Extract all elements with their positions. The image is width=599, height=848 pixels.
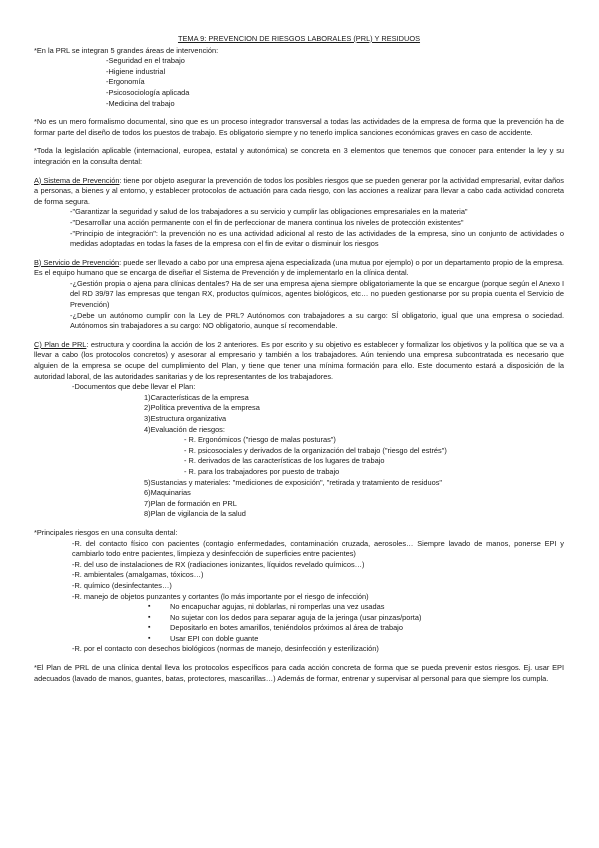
section-a-paragraph — [34, 176, 564, 208]
plan-documents-heading: -Documentos que debe llevar el Plan: — [72, 382, 196, 392]
bullet-item: ▪ Usar EPI con doble guante — [144, 634, 564, 645]
sharp-objects-list — [34, 602, 564, 644]
risk-item: -R. del uso de instalaciones de RX (radiaciones ionizantes, líquidos revelado químicos…) — [72, 559, 365, 569]
bullet-item: ▪ No encapuchar agujas, ni doblarlas, ni romperlas una vez usadas — [144, 602, 564, 613]
document-title: TEMA 9: PREVENCION DE RIESGOS LABORALES (PRL) Y RESIDUOS — [177, 34, 421, 43]
plan-document-item: 8)Plan de vigilancia de la salud — [144, 509, 246, 519]
bullet-item: ▪ No sujetar con los dedos para separar aguja de la jeringa (usar pinzas/porta) — [144, 613, 564, 624]
section-b-paragraph — [34, 258, 564, 279]
bullet-item: ▪ Depositarlo en botes amarillos, teniéndolos próximos al área de trabajo — [144, 623, 564, 634]
plan-document-item: 7)Plan de formación en PRL — [144, 498, 237, 508]
area-item: -Ergonomía — [106, 77, 145, 87]
formalismo-paragraph: *No es un mero formalismo documental, sino que es un proceso integrador transversal a todas las actividades de la empresa de forma que la prevención ha de formar parte del diseño de todos los puestos de trabajo. Es obligatorio siempre y no tenerlo implica sanciones económicas graves en caso de accidente. — [34, 117, 564, 137]
risk-item: -R. del contacto físico con pacientes (contagio enfermedades, contaminación cruzada, aerosoles… Siempre lavado de manos, ponerse EPI y cambiarlo todo entre pacientes, limpieza y desinfección de superficies entre pacientes) — [72, 538, 564, 559]
section-a-point: -"Principio de integración": la prevención no es una actividad adicional al resto de las actividades de la empresa, sino un conjunto de actividades o medidas adoptadas en todas la fases de la empresa con el fin de evitar o disminuir los riesgos — [70, 228, 564, 249]
risk-item: -R. ambientales (amalgamas, tóxicos…) — [72, 570, 204, 580]
risk-evaluation-item: - R. Ergonómicos ("riesgo de malas posturas") — [184, 435, 336, 445]
plan-document-item: 4)Evaluación de riesgos: — [144, 424, 225, 434]
risk-evaluation-item: - R. derivados de las características de los lugares de trabajo — [184, 456, 385, 466]
area-item: -Medicina del trabajo — [106, 98, 175, 108]
section-c-paragraph — [34, 340, 564, 382]
plan-document-item: 2)Política preventiva de la empresa — [144, 403, 260, 413]
final-paragraph: *El Plan de PRL de una clínica dental lleva los protocolos específicos para cada acción concreta de forma que se pueda prevenir estos riesgos. Ej. usar EPI adecuados (lavado de manos, guantes, batas, protectores, mascarillas…) Además de formar, entrenar y supervisar al personal para que siempre los cumpla. — [34, 663, 564, 683]
plan-document-item: 3)Estructura organizativa — [144, 414, 227, 423]
plan-document-item: 1)Características de la empresa — [144, 392, 249, 402]
section-a-heading: A) Sistema de Prevención — [34, 175, 120, 185]
legislacion-paragraph: *Toda la legislación aplicable (internacional, europea, estatal y autonómica) se concreta en 3 elementos que tenemos que conocer para entender la ley y su integración en la consulta dental: — [34, 146, 564, 166]
area-item: -Higiene industrial — [106, 66, 166, 76]
section-a-point: -"Desarrollar una acción permanente con el fin de perfeccionar de manera continua los niveles de protección existentes" — [70, 217, 464, 227]
section-b-text: : puede ser llevado a cabo por una empresa ajena especializada (una mutua por ejemplo) o por un departamento propio de la empresa. Es el equipo humano que se encarga de diseñar el Sistema de Prevención y de implementarlo en la clínica dental. — [34, 257, 564, 278]
risks-heading: *Principales riesgos en una consulta dental: — [34, 527, 178, 537]
section-b-point: -¿Gestión propia o ajena para clínicas dentales? Ha de ser una empresa ajena siempre obligatoriamente la que se encargue (porque según el Anexo I del RD 39/97 las empresas que tengan RX, productos químicos, agentes biológicos, etc… no pueden gestionarse por su propia cuenta el Servicio de Prevención) — [70, 278, 564, 310]
section-b-point: -¿Debe un autónomo cumplir con la Ley de PRL? Autónomos con trabajadores a su cargo: SÍ obligatorio, igual que una empresa o sociedad. Autónomos sin trabajadores a su cargo: NO obligatorio, aunque sí recomendable. — [70, 310, 564, 331]
risk-item: -R. químico (desinfectantes…) — [72, 580, 172, 590]
areas-list — [34, 56, 564, 109]
intro-text: *En la PRL se integran 5 grandes áreas de intervención: — [34, 45, 219, 55]
section-a-text: : tiene por objeto asegurar la prevención de todos los posibles riesgos que se pueden generar por la actividad empresarial, evitar daños a personas, a bienes y al entorno, y establecer protocolos de actuación para cada riesgo, con las acciones a realizar para llevar a cabo cada actividad concreta de forma segura. — [34, 175, 564, 206]
section-a-point: -"Garantizar la seguridad y salud de los trabajadores a su servicio y cumplir las obligaciones empresariales en la materia" — [70, 207, 468, 217]
section-c-heading: C) Plan de PRL — [34, 339, 87, 349]
risk-item: -R. manejo de objetos punzantes y cortantes (lo más importante por el riesgo de infección) — [72, 591, 369, 601]
section-b-heading: B) Servicio de Prevención — [34, 257, 120, 267]
risk-evaluation-item: - R. psicosociales y derivados de la organización del trabajo ("riesgo del estrés") — [184, 445, 447, 455]
section-c-text: : estructura y coordina la acción de los 2 anteriores. Es por escrito y su objetivo es establecer y formalizar los objetivos y la política que se va a llevar a cabo (los protocolos concretos) y asesorar al empresario y también a los trabajadores. Aún teniendo una empresa subcontratada es necesario que alguien de la empresa se ocupe del cumplimiento del Plan, y tiene que tener una mínima formación para ello. Este documento estará a disposición de la autoridad laboral, de las autoridades sanitarias y de los representantes de los trabajadores. — [34, 339, 564, 381]
area-item: -Psicosociología aplicada — [106, 87, 190, 97]
risk-evaluation-item: - R. para los trabajadores por puesto de trabajo — [184, 466, 340, 476]
plan-document-item: 6)Maquinarias — [144, 488, 191, 498]
plan-document-item: 5)Sustancias y materiales: "mediciones de exposición", "retirada y tratamiento de residuos" — [144, 477, 443, 487]
area-item: -Seguridad en el trabajo — [106, 56, 185, 66]
document-page — [34, 34, 564, 684]
risk-item: -R. por el contacto con desechos biológicos (normas de manejo, desinfección y esterilización) — [72, 644, 379, 654]
